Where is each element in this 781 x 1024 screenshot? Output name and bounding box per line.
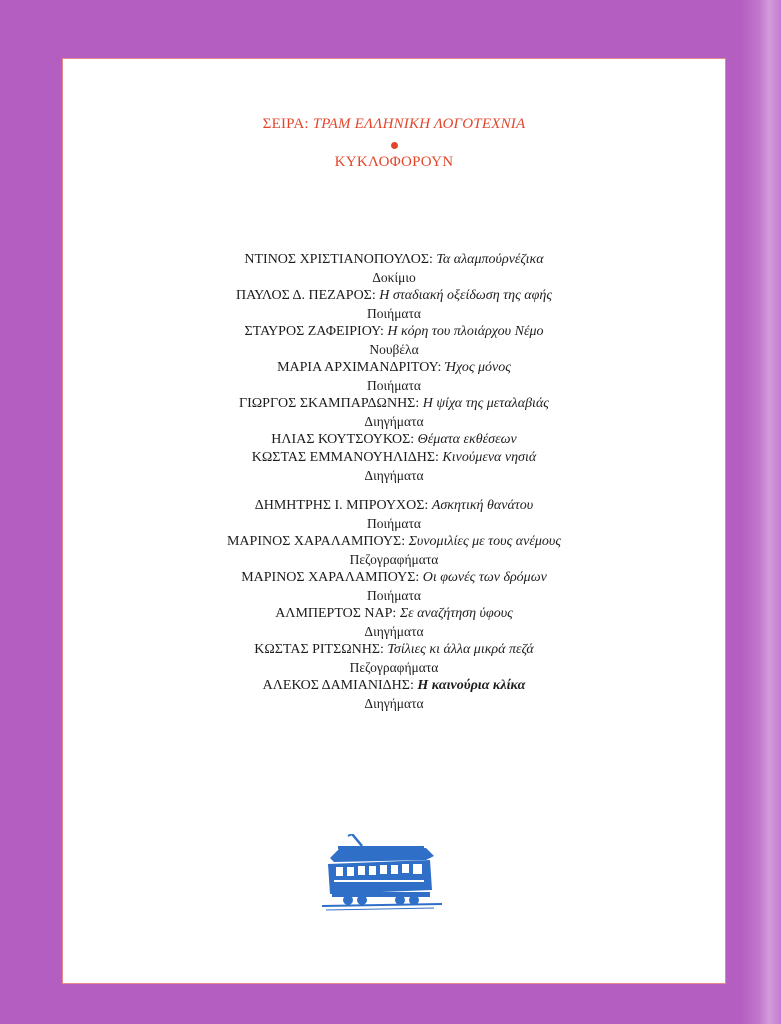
book-author: ΚΩΣΤΑΣ ΡΙΤΣΩΝΗΣ: bbox=[254, 642, 384, 657]
book-title: Θέματα εκθέσεων bbox=[417, 432, 517, 447]
cover-spine-edge bbox=[741, 0, 781, 1024]
book-entry bbox=[62, 323, 726, 341]
book-genre: Διηγήματα bbox=[364, 414, 424, 429]
book-author: ΑΛΕΚΟΣ ΔΑΜΙΑΝΙΔΗΣ: bbox=[262, 678, 414, 693]
book-entry bbox=[62, 287, 726, 305]
book-author: ΗΛΙΑΣ ΚΟΥΤΣΟΥΚΟΣ: bbox=[271, 432, 415, 447]
book-entry bbox=[62, 431, 726, 449]
series-label: ΣΕΙΡΑ: bbox=[262, 116, 309, 132]
book-entry bbox=[62, 497, 726, 515]
list-spacer bbox=[62, 485, 726, 497]
book-entry bbox=[62, 449, 726, 467]
book-title: Ήχος μόνος bbox=[444, 360, 511, 375]
book-entry bbox=[62, 533, 726, 551]
book-genre: Πεζογραφήματα bbox=[349, 552, 439, 567]
published-heading: ΚΥΚΛΟΦΟΡΟΥΝ bbox=[334, 154, 454, 170]
book-title: Συνομιλίες με τους ανέμους bbox=[408, 534, 561, 549]
book-author: ΓΙΩΡΓΟΣ ΣΚΑΜΠΑΡΔΩΝΗΣ: bbox=[239, 396, 420, 411]
book-entry bbox=[62, 677, 726, 695]
book-author: ΔΗΜΗΤΡΗΣ Ι. ΜΠΡΟΥΧΟΣ: bbox=[254, 498, 429, 513]
book-title: Κινούμενα νησιά bbox=[442, 450, 537, 465]
book-genre: Ποιήματα bbox=[367, 588, 421, 603]
book-title: Οι φωνές των δρόμων bbox=[422, 570, 547, 585]
book-author: ΝΤΙΝΟΣ ΧΡΙΣΤΙΑΝΟΠΟΥΛΟΣ: bbox=[244, 252, 433, 267]
book-entry bbox=[62, 359, 726, 377]
book-entry bbox=[62, 395, 726, 413]
book-list bbox=[62, 251, 726, 713]
series-name: ΤΡΑΜ ΕΛΛΗΝΙΚΗ ΛΟΓΟΤΕΧΝΙΑ bbox=[312, 116, 526, 132]
book-entry bbox=[62, 569, 726, 587]
bullet-dot bbox=[391, 142, 398, 149]
book-genre: Διηγήματα bbox=[364, 624, 424, 639]
series-heading bbox=[62, 116, 726, 133]
book-genre: Νουβέλα bbox=[369, 342, 419, 357]
book-entry bbox=[62, 641, 726, 659]
book-title: Σε αναζήτηση ύφους bbox=[399, 606, 513, 621]
book-genre: Διηγήματα bbox=[364, 468, 424, 483]
book-genre: Ποιήματα bbox=[367, 378, 421, 393]
book-genre: Διηγήματα bbox=[364, 696, 424, 711]
book-author: ΣΤΑΥΡΟΣ ΖΑΦΕΙΡΙΟΥ: bbox=[244, 324, 384, 339]
book-author: ΜΑΡΙΝΟΣ ΧΑΡΑΛΑΜΠΟΥΣ: bbox=[241, 570, 420, 585]
book-author: ΑΛΜΠΕΡΤΟΣ ΝΑΡ: bbox=[275, 606, 397, 621]
inner-page bbox=[62, 58, 726, 984]
book-author: ΚΩΣΤΑΣ ΕΜΜΑΝΟΥΗΛΙΔΗΣ: bbox=[251, 450, 439, 465]
tram-icon bbox=[322, 834, 442, 914]
book-title: Η σταδιακή οξείδωση της αφής bbox=[379, 288, 553, 303]
book-genre: Ποιήματα bbox=[367, 516, 421, 531]
book-title: Η κόρη του πλοιάρχου Νέμο bbox=[387, 324, 544, 339]
book-title: Τσίλιες κι άλλα μικρά πεζά bbox=[387, 642, 534, 657]
book-entry bbox=[62, 251, 726, 269]
book-genre: Πεζογραφήματα bbox=[349, 660, 439, 675]
book-title: Τα αλαμπούρνέζικα bbox=[436, 252, 544, 267]
book-author: ΜΑΡΙΑ ΑΡΧΙΜΑΝΔΡΙΤΟΥ: bbox=[277, 360, 442, 375]
book-author: ΜΑΡΙΝΟΣ ΧΑΡΑΛΑΜΠΟΥΣ: bbox=[226, 534, 406, 549]
book-author: ΠΑΥΛΟΣ Δ. ΠΕΖΑΡΟΣ: bbox=[235, 288, 376, 303]
book-genre: Δοκίμιο bbox=[372, 270, 416, 285]
book-title: Η ψίχα της μεταλαβιάς bbox=[422, 396, 549, 411]
book-title: Η καινούρια κλίκα bbox=[417, 678, 526, 693]
book-title: Ασκητική θανάτου bbox=[431, 498, 534, 513]
book-entry bbox=[62, 605, 726, 623]
book-genre: Ποιήματα bbox=[367, 306, 421, 321]
